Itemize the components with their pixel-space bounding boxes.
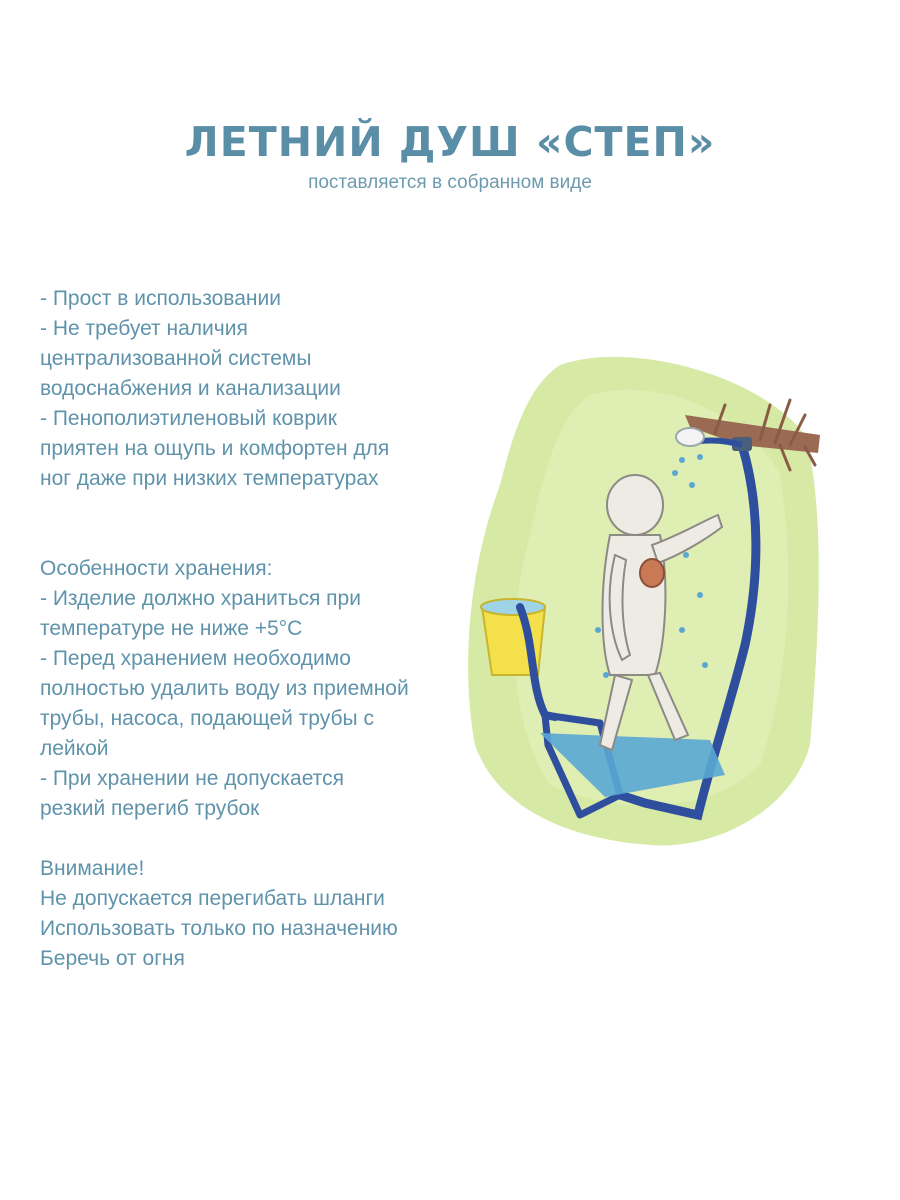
storage-line: - При хранении не допускается	[40, 767, 344, 790]
warning-heading: Внимание!	[40, 857, 145, 880]
features-line: - Прост в использовании	[40, 287, 281, 310]
features-list	[40, 284, 470, 494]
storage-line: - Изделие должно храниться при	[40, 587, 361, 610]
warning-line: Использовать только по назначению	[40, 917, 398, 940]
storage-section	[40, 554, 470, 824]
features-line: приятен на ощупь и комфортен для	[40, 437, 390, 460]
page-title: ЛЕТНИЙ ДУШ «СТЕП»	[184, 118, 716, 166]
storage-line: - Перед хранением необходимо	[40, 647, 351, 670]
storage-line: полностью удалить воду из приемной	[40, 677, 409, 700]
warning-line: Не допускается перегибать шланги	[40, 887, 385, 910]
features-line: ног даже при низких температурах	[40, 467, 379, 490]
warning-line: Беречь от огня	[40, 947, 185, 970]
page-subtitle: поставляется в собранном виде	[308, 172, 592, 193]
features-line: - Пенополиэтиленовый коврик	[40, 407, 337, 430]
features-line: водоснабжения и канализации	[40, 377, 341, 400]
storage-line: лейкой	[40, 737, 109, 760]
shower-handle	[640, 559, 664, 587]
summer-shower-drawing-icon	[460, 345, 830, 855]
warning-section	[40, 854, 470, 974]
storage-line: трубы, насоса, подающей трубы с	[40, 707, 374, 730]
bucket-top	[481, 599, 545, 615]
storage-heading: Особенности хранения:	[40, 557, 273, 580]
features-line: централизованной системы	[40, 347, 312, 370]
storage-line: температуре не ниже +5°С	[40, 617, 303, 640]
features-line: - Не требует наличия	[40, 317, 248, 340]
shower-head	[676, 428, 704, 446]
storage-line: резкий перегиб трубок	[40, 797, 260, 820]
